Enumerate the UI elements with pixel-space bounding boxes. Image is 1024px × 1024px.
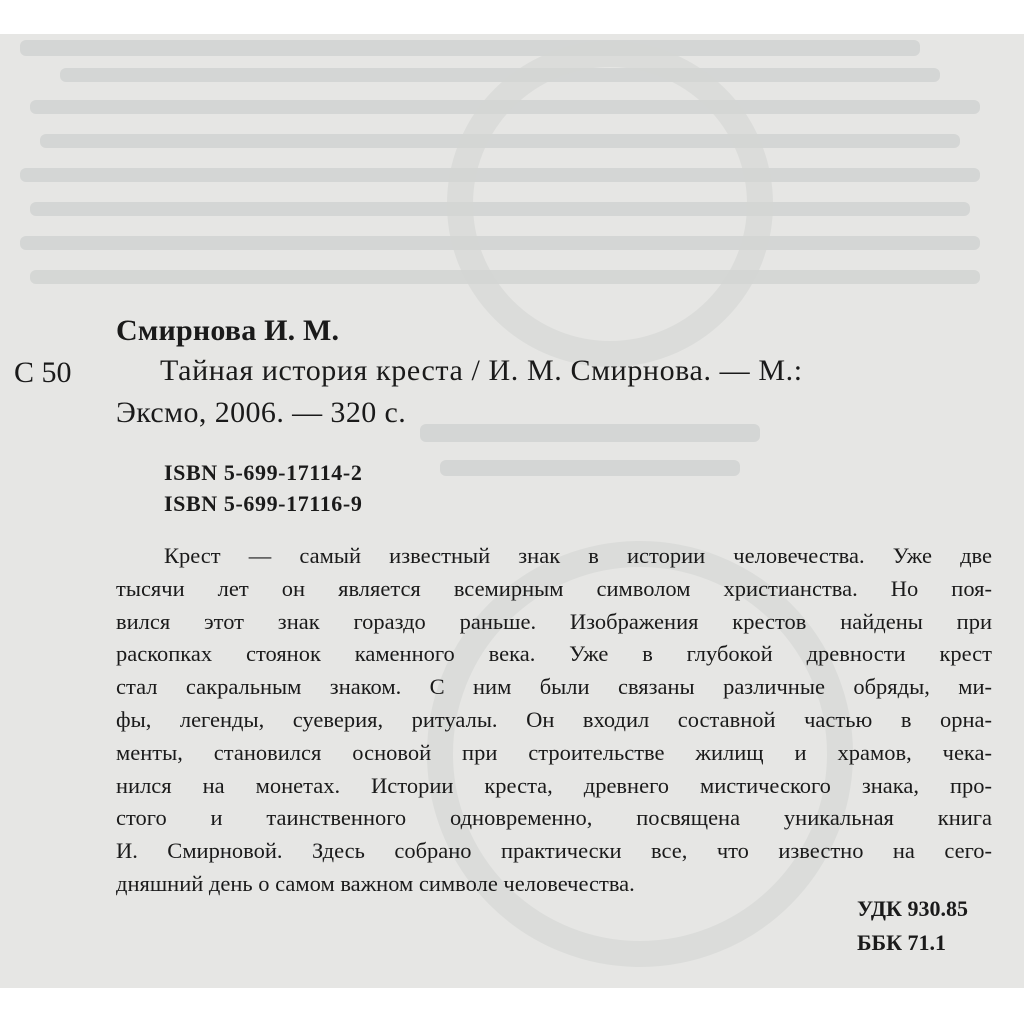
annotation-line: тысячи лет он является всемирным символом христианства. Но поя- xyxy=(116,575,992,601)
udk-index: УДК 930.85 xyxy=(856,896,968,921)
classification-indices xyxy=(857,892,968,960)
publication-line: Эксмо, 2006. — 320 с. xyxy=(116,396,407,429)
annotation-paragraph xyxy=(116,540,992,901)
bbk-index: ББК 71.1 xyxy=(856,930,947,955)
isbn-2: ISBN 5-699-17116-9 xyxy=(164,491,363,516)
author-heading: Смирнова И. М. xyxy=(116,314,340,347)
classification-code: С 50 xyxy=(14,356,72,389)
isbn-1: ISBN 5-699-17114-2 xyxy=(164,460,363,485)
book-page-photo xyxy=(0,34,1024,988)
annotation-line: менты, становился основой при строительстве жилищ и храмов, чека- xyxy=(116,739,992,765)
annotation-line: вился этот знак гораздо раньше. Изображения крестов найдены при xyxy=(116,608,992,634)
annotation-line: стого и таинственного одновременно, посвящена уникальная книга xyxy=(116,805,992,831)
annotation-line: дняшний день о самом важном символе человечества. xyxy=(116,870,635,896)
annotation-line: стал сакральным знаком. С ним были связаны различные обряды, ми- xyxy=(116,674,992,700)
annotation-line: И. Смирновой. Здесь собрано практически все, что известно на сего- xyxy=(116,838,992,864)
annotation-line: раскопках стоянок каменного века. Уже в глубокой древности крест xyxy=(116,641,992,667)
title-line: Тайная история креста / И. М. Смирнова. — М.: xyxy=(160,354,803,387)
annotation-line: нился на монетах. Истории креста, древнего мистического знака, про- xyxy=(116,772,992,798)
annotation-line: Крест — самый известный знак в истории человечества. Уже две xyxy=(164,543,992,568)
annotation-line: фы, легенды, суеверия, ритуалы. Он входил составной частью в орна- xyxy=(116,706,992,732)
